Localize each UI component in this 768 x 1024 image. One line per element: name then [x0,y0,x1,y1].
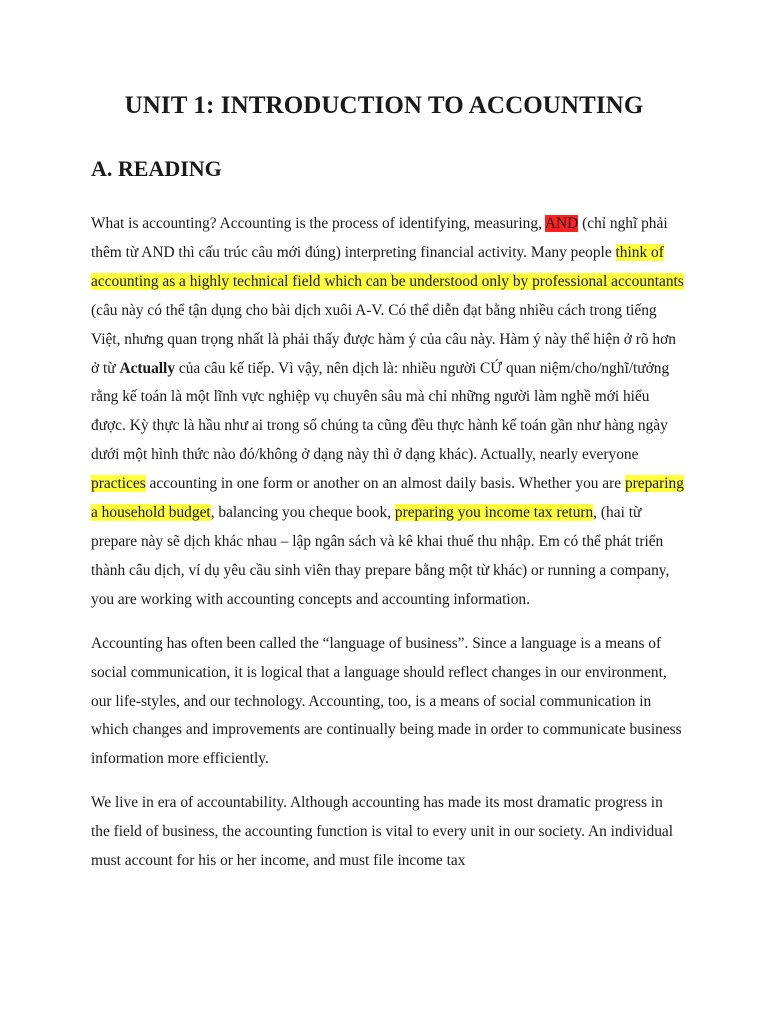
document-title: UNIT 1: INTRODUCTION TO ACCOUNTING [124,92,644,119]
bold-text: Actually [119,359,176,377]
reading-body [91,210,685,876]
text-segment: We live in era of accountability. Although accounting has made its most dramatic progress in the field of business, the accounting function is vital to every unit in our society. An individual must account for his or her income, and must file income tax [91,794,674,870]
paragraph-1 [91,210,685,615]
paragraph-3 [91,789,685,876]
section-heading: A. READING [91,156,222,181]
paragraph-2 [91,630,685,775]
text-segment: What is accounting? Accounting is the process of identifying, measuring, [91,215,545,232]
highlighted-text: think of accounting as a highly technical field which can be understood only by professional accountants [91,243,684,290]
text-segment: (chỉ nghĩ phải thêm từ AND thì cấu trúc câu mới đúng) interpreting financial activity. Many people [91,215,668,261]
highlighted-text: preparing a household budget [91,475,684,522]
text-segment: , balancing you cheque book, [210,504,395,522]
text-segment: của câu kế tiếp. Vì vậy, nên dịch là: nhiều người CỨ quan niệm/cho/nghĩ/tưởng rằng kế toán là một lĩnh vực nghiệp vụ chuyên sâu mà chỉ những người làm nghề mới hiểu được. Kỳ thực là hầu như ai trong số chúng ta cũng đều thực hành kế toán gần như hàng ngày dưới một hình thức nào đó/không ở dạng này thì ở dạng khác). Actually, nearly everyone [91,359,670,464]
text-segment: Accounting has often been called the “language of business”. Since a language is a means of social communication, it is logical that a language should reflect changes in our environment, our life-styles, and our technology. Accounting, too, is a means of social communication in which changes and improvements are continually being made in order to communicate business information more efficiently. [91,634,682,768]
highlighted-text: preparing you income tax return [394,504,594,522]
text-segment: , (hai từ prepare này sẽ dịch khác nhau – lập ngân sách và kê khai thuế thu nhập. Em có thể phát triển thành câu dịch, ví dụ yêu cầu sinh viên thay prepare bằng một từ khác) or running a company, you are working with accounting concepts and accounting information. [91,504,670,608]
highlighted-text: practices [91,475,146,493]
text-segment: (câu này có thể tận dụng cho bài dịch xuôi A-V. Có thể diễn đạt bằng nhiều cách trong tiếng Việt, nhưng quan trọng nhất là phải thấy được hàm ý của câu này. Hàm ý này thể hiện ở rõ hơn ở từ [91,301,676,377]
text-segment: accounting in one form or another on an almost daily basis. Whether you are [145,475,625,493]
highlighted-text-red: AND [544,215,579,232]
